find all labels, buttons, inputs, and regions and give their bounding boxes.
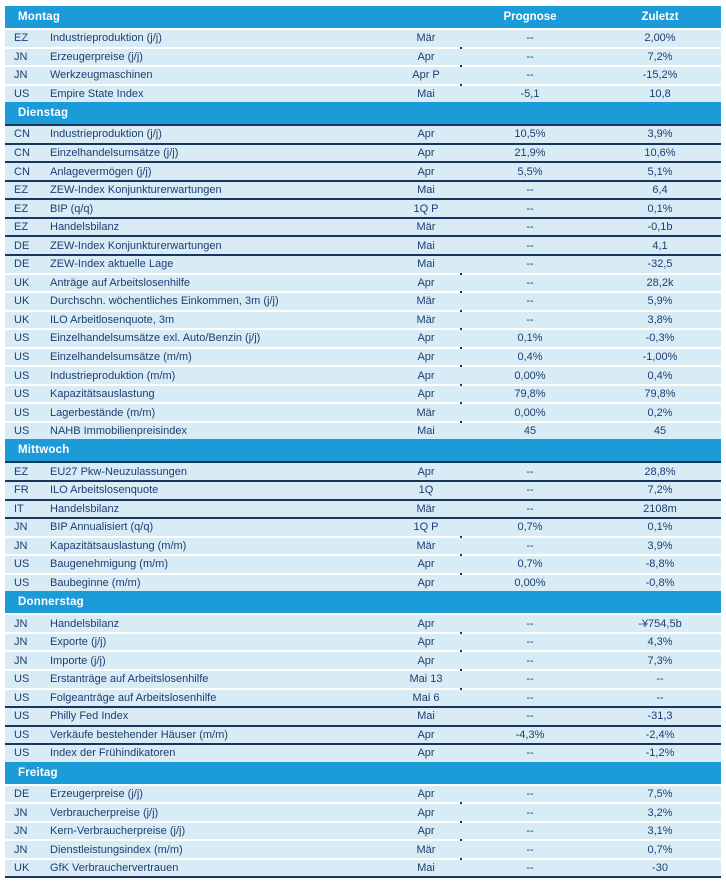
table-row: [5, 328, 721, 347]
indicator-label: Baubeginne (m/m): [50, 577, 141, 590]
period-label: Mär: [416, 295, 436, 308]
prognose-value: 21,9%: [514, 147, 546, 159]
period-label: Apr: [417, 728, 435, 741]
country-code: JN: [14, 654, 28, 667]
indicator-label: Verkäufe bestehender Häuser (m/m): [50, 728, 228, 741]
prognose-value: --: [526, 654, 534, 667]
table-row: [5, 802, 721, 821]
indicator-label: Handelsbilanz: [50, 502, 120, 515]
indicator-label: Erzeugerpreise (j/j): [50, 787, 143, 800]
zuletzt-value: 3,2%: [647, 806, 673, 819]
country-code: US: [14, 577, 30, 590]
prognose-value: --: [526, 239, 534, 252]
day-label: Dienstag: [18, 107, 69, 120]
country-code: CN: [14, 165, 30, 178]
period-label: 1Q P: [413, 202, 439, 215]
zuletzt-value: 4,1: [652, 239, 668, 252]
period-label: Mai: [417, 184, 435, 197]
indicator-label: Importe (j/j): [50, 654, 106, 667]
period-label: Mär: [416, 313, 436, 326]
country-code: UK: [14, 295, 30, 308]
period-label: Mai: [417, 862, 435, 875]
prognose-value: --: [526, 202, 534, 215]
country-code: JN: [14, 521, 28, 534]
prognose-value: 5,5%: [517, 165, 543, 178]
table-row: [5, 688, 721, 707]
prognose-value: --: [526, 710, 534, 723]
period-label: Apr: [417, 636, 435, 649]
table-row: [5, 461, 721, 480]
indicator-label: Empire State Index: [50, 87, 144, 100]
indicator-label: GfK Verbrauchervertrauen: [50, 862, 179, 875]
day-label: Montag: [18, 11, 61, 23]
table-row: [5, 613, 721, 632]
country-code: EZ: [14, 202, 29, 215]
prognose-value: --: [526, 825, 534, 838]
indicator-label: Einzelhandelsumsätze exl. Auto/Benzin (j/j): [50, 332, 261, 345]
prognose-value: --: [526, 32, 534, 45]
prognose-value: 0,1%: [517, 332, 543, 345]
zuletzt-value: -0,1b: [647, 221, 673, 234]
table-row: [5, 254, 721, 273]
prognose-value: -5,1: [520, 87, 540, 100]
indicator-label: ZEW-Index Konjunkturerwartungen: [50, 239, 222, 252]
table-row: [5, 217, 721, 236]
table-row: [5, 554, 721, 573]
table-row: [5, 84, 721, 103]
table-row: [5, 573, 721, 592]
zuletzt-value: 0,4%: [647, 369, 673, 382]
country-code: DE: [14, 787, 30, 800]
prognose-value: --: [526, 691, 534, 704]
prognose-value: --: [526, 539, 534, 552]
period-label: Apr: [417, 128, 435, 141]
zuletzt-value: 7,3%: [647, 654, 673, 667]
table-row: [5, 65, 721, 84]
indicator-label: NAHB Immobilienpreisindex: [50, 425, 187, 438]
prognose-value: --: [526, 502, 534, 515]
table-row: [5, 669, 721, 688]
period-label: Mai: [417, 710, 435, 723]
country-code: JN: [14, 539, 28, 552]
zuletzt-value: 79,8%: [644, 388, 676, 401]
zuletzt-value: -1,00%: [642, 351, 678, 364]
period-label: Apr: [417, 654, 435, 667]
table-row: [5, 706, 721, 725]
country-code: US: [14, 673, 30, 686]
indicator-label: Handelsbilanz: [50, 221, 120, 234]
prognose-value: --: [526, 673, 534, 686]
zuletzt-value: 4,3%: [647, 636, 673, 649]
zuletzt-value: 6,4: [652, 184, 668, 197]
country-code: CN: [14, 128, 30, 141]
table-row: [5, 858, 721, 877]
period-label: Apr: [417, 369, 435, 382]
period-label: Apr: [417, 147, 435, 159]
period-label: Mai 6: [412, 691, 440, 704]
country-code: UK: [14, 862, 30, 875]
prognose-value: --: [526, 747, 534, 760]
indicator-label: Dienstleistungsindex (m/m): [50, 843, 183, 856]
indicator-label: Anträge auf Arbeitslosenhilfe: [50, 276, 191, 289]
prognose-value: --: [526, 50, 534, 63]
table-row: [5, 235, 721, 254]
table-row: [5, 839, 721, 858]
prognose-value: 0,4%: [517, 351, 543, 364]
country-code: IT: [14, 502, 24, 515]
table-row: [5, 402, 721, 421]
zuletzt-value: -30: [652, 862, 668, 875]
prognose-value: --: [526, 295, 534, 308]
zuletzt-value: -0,3%: [645, 332, 675, 345]
country-code: EZ: [14, 465, 29, 478]
indicator-label: Einzelhandelsumsätze (m/m): [50, 351, 192, 364]
table-row: [5, 650, 721, 669]
country-code: DE: [14, 239, 30, 252]
period-label: Mai: [417, 258, 435, 271]
prognose-value: --: [526, 69, 534, 82]
indicator-label: ZEW-Index aktuelle Lage: [50, 258, 174, 271]
country-code: JN: [14, 50, 28, 63]
indicator-label: Durchschn. wöchentliches Einkommen, 3m (j/j): [50, 295, 279, 308]
zuletzt-value: 2108m: [643, 502, 677, 515]
zuletzt-value: 5,1%: [647, 165, 673, 178]
zuletzt-value: 10,6%: [644, 147, 676, 159]
table-row: [5, 499, 721, 518]
indicator-label: Philly Fed Index: [50, 710, 129, 723]
period-label: Apr: [417, 465, 435, 478]
country-code: JN: [14, 636, 28, 649]
table-row: [5, 124, 721, 143]
table-row: [5, 384, 721, 403]
column-header-prognose: Prognose: [503, 11, 557, 23]
period-label: Apr: [417, 558, 435, 571]
day-label: Freitag: [18, 766, 58, 779]
country-code: UK: [14, 313, 30, 326]
prognose-value: 0,7%: [517, 558, 543, 571]
country-code: US: [14, 425, 30, 438]
table-row: [5, 347, 721, 366]
prognose-value: --: [526, 221, 534, 234]
country-code: JN: [14, 843, 28, 856]
country-code: US: [14, 710, 30, 723]
indicator-label: Einzelhandelsumsätze (j/j): [50, 147, 179, 159]
prognose-value: --: [526, 184, 534, 197]
zuletzt-value: -1,2%: [645, 747, 675, 760]
period-label: Apr: [417, 577, 435, 590]
table-row: [5, 365, 721, 384]
country-code: FR: [14, 484, 29, 497]
column-header-zuletzt: Zuletzt: [641, 11, 679, 23]
indicator-label: EU27 Pkw-Neuzulassungen: [50, 465, 187, 478]
country-code: EZ: [14, 32, 29, 45]
zuletzt-value: 0,2%: [647, 406, 673, 419]
prognose-value: --: [526, 617, 534, 630]
zuletzt-value: 7,2%: [647, 484, 673, 497]
period-label: Apr: [417, 388, 435, 401]
country-code: JN: [14, 806, 28, 819]
indicator-label: ZEW-Index Konjunkturerwartungen: [50, 184, 222, 197]
zuletzt-value: 3,9%: [647, 539, 673, 552]
zuletzt-value: 3,8%: [647, 313, 673, 326]
country-code: EZ: [14, 184, 29, 197]
prognose-value: 79,8%: [514, 388, 546, 401]
zuletzt-value: 0,1%: [647, 521, 673, 534]
table-row: [5, 480, 721, 499]
period-label: Apr: [417, 276, 435, 289]
indicator-label: Kapazitätsauslastung: [50, 388, 155, 401]
zuletzt-value: 28,8%: [644, 465, 676, 478]
period-label: Apr: [417, 825, 435, 838]
country-code: JN: [14, 825, 28, 838]
table-row: [5, 517, 721, 536]
day-header-donnerstag: [5, 591, 721, 613]
day-header-dienstag: [5, 102, 721, 124]
zuletzt-value: 5,9%: [647, 295, 673, 308]
period-label: Mär: [416, 221, 436, 234]
period-label: Apr: [417, 50, 435, 63]
zuletzt-value: -8,8%: [645, 558, 675, 571]
prognose-value: 0,00%: [514, 406, 546, 419]
day-label: Mittwoch: [18, 444, 70, 457]
zuletzt-value: -2,4%: [645, 728, 675, 741]
period-label: Mär: [416, 32, 436, 45]
zuletzt-value: 7,2%: [647, 50, 673, 63]
country-code: DE: [14, 258, 30, 271]
zuletzt-value: 3,9%: [647, 128, 673, 141]
table-row: [5, 784, 721, 803]
period-label: Mär: [416, 406, 436, 419]
zuletzt-value: 45: [653, 425, 667, 438]
table-row: [5, 291, 721, 310]
table-row: [5, 310, 721, 329]
table-row: [5, 421, 721, 440]
economic-calendar-table: [5, 6, 721, 878]
table-row: [5, 632, 721, 651]
prognose-value: 10,5%: [514, 128, 546, 141]
period-label: Mär: [416, 502, 436, 515]
prognose-value: --: [526, 484, 534, 497]
indicator-label: Industrieproduktion (j/j): [50, 128, 162, 141]
country-code: US: [14, 406, 30, 419]
period-label: Apr: [417, 787, 435, 800]
table-row: [5, 143, 721, 162]
indicator-label: Industrieproduktion (j/j): [50, 32, 162, 45]
table-row: [5, 725, 721, 744]
prognose-value: -4,3%: [515, 728, 545, 741]
country-code: US: [14, 747, 30, 760]
country-code: US: [14, 87, 30, 100]
country-code: JN: [14, 617, 28, 630]
table-row: [5, 536, 721, 555]
country-code: US: [14, 351, 30, 364]
prognose-value: --: [526, 862, 534, 875]
period-label: Apr: [417, 617, 435, 630]
country-code: US: [14, 691, 30, 704]
zuletzt-value: --: [656, 691, 664, 704]
indicator-label: BIP Annualisiert (q/q): [50, 521, 154, 534]
prognose-value: 0,7%: [517, 521, 543, 534]
zuletzt-value: -32,5: [647, 258, 673, 271]
table-row: [5, 821, 721, 840]
indicator-label: Kapazitätsauslastung (m/m): [50, 539, 187, 552]
country-code: CN: [14, 147, 30, 159]
country-code: JN: [14, 69, 28, 82]
prognose-value: 0,00%: [514, 577, 546, 590]
prognose-value: --: [526, 313, 534, 326]
period-label: Mai: [417, 239, 435, 252]
zuletzt-value: --: [656, 673, 664, 686]
zuletzt-value: -¥754,5b: [638, 617, 682, 630]
prognose-value: --: [526, 843, 534, 856]
day-label: Donnerstag: [18, 596, 84, 609]
indicator-label: Werkzeugmaschinen: [50, 69, 153, 82]
indicator-label: Handelsbilanz: [50, 617, 120, 630]
country-code: EZ: [14, 221, 29, 234]
period-label: Apr P: [412, 69, 440, 82]
table-row: [5, 28, 721, 47]
prognose-value: 45: [523, 425, 537, 438]
table-row: [5, 743, 721, 762]
zuletzt-value: 10,8: [649, 87, 671, 100]
period-label: Mai: [417, 425, 435, 438]
zuletzt-value: 0,1%: [647, 202, 673, 215]
indicator-label: Industrieproduktion (m/m): [50, 369, 176, 382]
period-label: Apr: [417, 351, 435, 364]
table-row: [5, 161, 721, 180]
indicator-label: Folgeanträge auf Arbeitslosenhilfe: [50, 691, 217, 704]
period-label: Apr: [417, 165, 435, 178]
country-code: US: [14, 388, 30, 401]
table-row: [5, 47, 721, 66]
indicator-label: Exporte (j/j): [50, 636, 107, 649]
indicator-label: Verbraucherpreise (j/j): [50, 806, 159, 819]
indicator-label: ILO Arbeitslosenquote: [50, 484, 159, 497]
period-label: Mai: [417, 87, 435, 100]
table-row: [5, 198, 721, 217]
zuletzt-value: 0,7%: [647, 843, 673, 856]
zuletzt-value: 28,2k: [646, 276, 674, 289]
prognose-value: --: [526, 276, 534, 289]
table-row: [5, 273, 721, 292]
zuletzt-value: 2,00%: [644, 32, 676, 45]
indicator-label: Erzeugerpreise (j/j): [50, 50, 143, 63]
period-label: Apr: [417, 332, 435, 345]
table-row: [5, 180, 721, 199]
prognose-value: --: [526, 465, 534, 478]
zuletzt-value: -15,2%: [642, 69, 678, 82]
prognose-value: 0,00%: [514, 369, 546, 382]
indicator-label: Lagerbestände (m/m): [50, 406, 156, 419]
country-code: US: [14, 558, 30, 571]
indicator-label: ILO Arbeitlosenquote, 3m: [50, 313, 175, 326]
prognose-value: --: [526, 787, 534, 800]
day-header-montag: [5, 6, 721, 28]
indicator-label: Index der Frühindikatoren: [50, 747, 176, 760]
prognose-value: --: [526, 806, 534, 819]
zuletzt-value: 7,5%: [647, 787, 673, 800]
country-code: US: [14, 728, 30, 741]
indicator-label: Anlagevermögen (j/j): [50, 165, 152, 178]
period-label: Mai 13: [409, 673, 443, 686]
prognose-value: --: [526, 636, 534, 649]
day-header-mittwoch: [5, 439, 721, 461]
day-header-freitag: [5, 762, 721, 784]
period-label: 1Q P: [413, 521, 439, 534]
zuletzt-value: -0,8%: [645, 577, 675, 590]
period-label: 1Q: [418, 484, 434, 497]
zuletzt-value: 3,1%: [647, 825, 673, 838]
indicator-label: BIP (q/q): [50, 202, 94, 215]
indicator-label: Kern-Verbraucherpreise (j/j): [50, 825, 186, 838]
country-code: US: [14, 369, 30, 382]
period-label: Apr: [417, 747, 435, 760]
indicator-label: Erstanträge auf Arbeitslosenhilfe: [50, 673, 209, 686]
country-code: UK: [14, 276, 30, 289]
zuletzt-value: -31,3: [647, 710, 673, 723]
country-code: US: [14, 332, 30, 345]
period-label: Mär: [416, 539, 436, 552]
period-label: Apr: [417, 806, 435, 819]
indicator-label: Baugenehmigung (m/m): [50, 558, 169, 571]
prognose-value: --: [526, 258, 534, 271]
period-label: Mär: [416, 843, 436, 856]
